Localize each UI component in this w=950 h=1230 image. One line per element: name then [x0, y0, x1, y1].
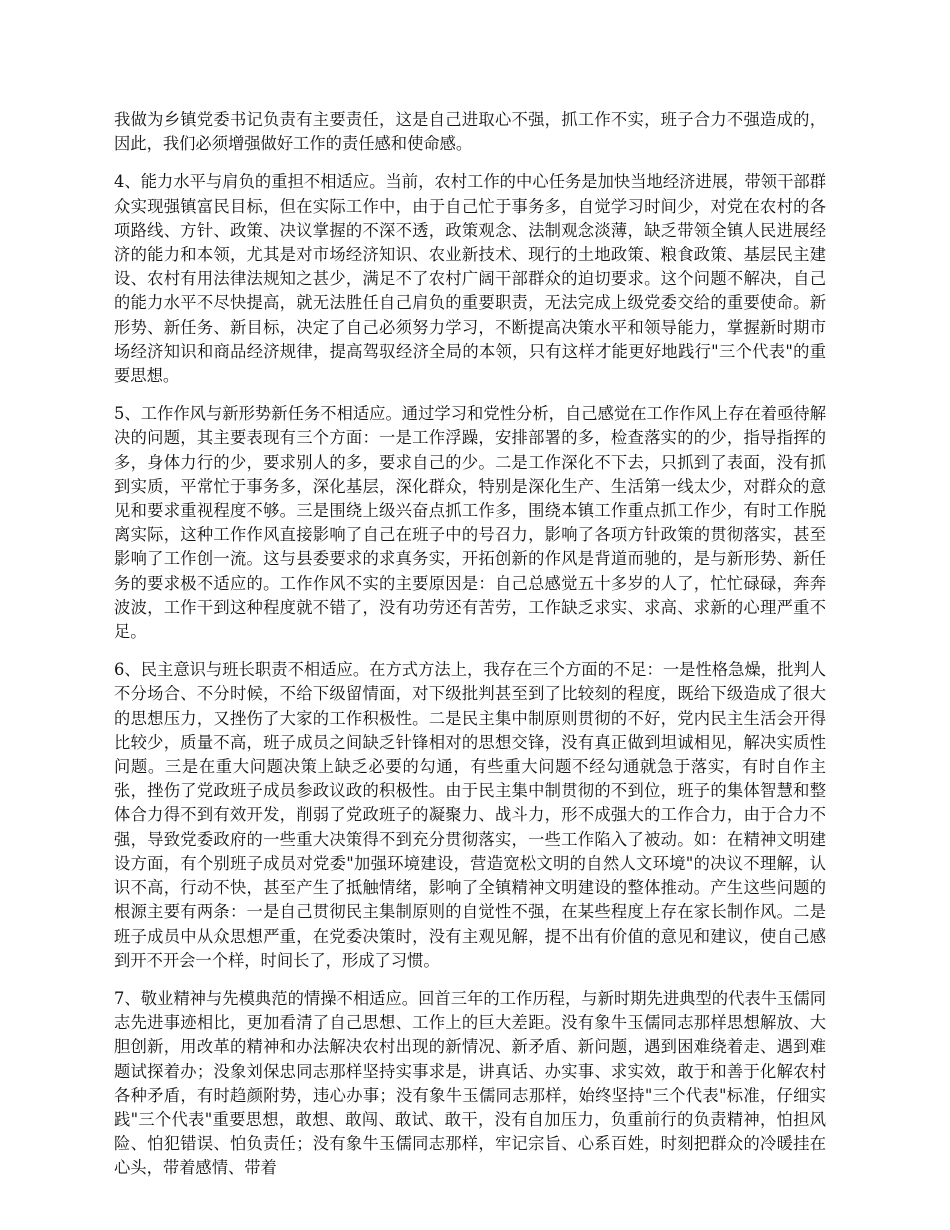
paragraph-4: 6、民主意识与班长职责不相适应。在方式方法上，我存在三个方面的不足：一是性格急燥，批判人不分场合、不分时候，不给下级留情面，对下级批判甚至到了比较刻的程度，既给下级造成了很大的思想压力，又挫伤了大家的工作积极性。二是民主集中制原则贯彻的不好，党内民主生活会开得比较少，质量不高，班子成员之间缺乏针锋相对的思想交锋，没有真正做到坦诚相见，解决实质性问题。三是在重大问题决策上缺乏必要的勾通，有些重大问题不经勾通就急于落实，有时自作主张，挫伤了党政班子成员参政议政的积极性。由于民主集中制贯彻的不到位，班子的集体智慧和整体合力得不到有效开发，削弱了党政班子的凝聚力、战斗力，形不成强大的工作合力，由于合力不强，导致党委政府的一些重大决策得不到充分贯彻落实，一些工作陷入了被动。如：在精神文明建设方面，有个别班子成员对党委"加强环境建设，营造宽松文明的自然人文环境"的决议不理解，认识不高，行动不快，甚至产生了抵触情绪，影响了全镇精神文明建设的整体推动。产生这些问题的根源主要有两条：一是自己贯彻民主集制原则的自觉性不强，在某些程度上存在家长制作风。二是班子成员中从众思想严重，在党委决策时，没有主观见解，提不出有价值的意见和建议，使自己感到开不开会一个样，时间长了，形成了习惯。 [114, 660, 826, 970]
paragraph-5: 7、敬业精神与先模典范的情操不相适应。回首三年的工作历程，与新时期先进典型的代表牛玉儒同志先进事迹相比，更加看清了自己思想、工作上的巨大差距。没有象牛玉儒同志那样思想解放、大胆创新，用改革的精神和办法解决农村出现的新情况、新矛盾、新问题，遇到困难绕着走、遇到难题试探着办；没象刘保忠同志那样坚持实事求是，讲真话、办实事、求实效，敢于和善于化解农村各种矛盾，有时趋颜附势，违心办事；没有象牛玉儒同志那样，始终坚持"三个代表"标准，仔细实践"三个代表"重要思想，敢想、敢闯、敢试、敢干，没有自加压力，负重前行的负责精神，怕担风险、怕犯错误、怕负责任；没有象牛玉儒同志那样，牢记宗旨、心系百姓，时刻把群众的冷暖挂在心头，带着感情、带着 [114, 988, 826, 1178]
paragraph-1: 我做为乡镇党委书记负责有主要责任，这是自己进取心不强，抓工作不实，班子合力不强造成的，因此，我们必须增强做好工作的责任感和使命感。 [114, 110, 826, 154]
paragraph-2: 4、能力水平与肩负的重担不相适应。当前，农村工作的中心任务是加快当地经济进展，带领干部群众实现强镇富民目标，但在实际工作中，由于自己忙于事务多，自觉学习时间少，对党在农村的各项路线、方针、政策、决议掌握的不深不透，政策观念、法制观念淡薄，缺乏带领全镇人民进展经济的能力和本领，尤其是对市场经济知识、农业新技术、现行的土地政策、粮食政策、基层民主建设、农村有用法律法规知之甚少，满足不了农村广阔干部群众的迫切要求。这个问题不解决，自己的能力水平不尽快提高，就无法胜任自己肩负的重要职责，无法完成上级党委交给的重要使命。新形势、新任务、新目标，决定了自己必须努力学习，不断提高决策水平和领导能力，掌握新时期市场经济知识和商品经济规律，提高驾驭经济全局的本领，只有这样才能更好地践行"三个代表"的重要思想。 [114, 172, 826, 386]
paragraph-3: 5、工作作风与新形势新任务不相适应。通过学习和党性分析，自己感觉在工作作风上存在着亟待解决的问题，其主要表现有三个方面：一是工作浮躁，安排部署的多，检查落实的的少，指导指挥的多，身体力行的少，要求别人的多，要求自己的少。二是工作深化不下去，只抓到了表面，没有抓到实质，平常忙于事务多，深化基层，深化群众，特别是深化生产、生活第一线太少，对群众的意见和要求重视程度不够。三是围绕上级兴奋点抓工作多，围绕本镇工作重点抓工作少，有时工作脱离实际，这种工作作风直接影响了自己在班子中的号召力，影响了各项方针政策的贯彻落实，甚至影响了工作创一流。这与县委要求的求真务实，开拓创新的作风是背道而驰的，是与新形势、新任务的要求极不适应的。工作作风不实的主要原因是：自己总感觉五十多岁的人了，忙忙碌碌，奔奔波波，工作干到这种程度就不错了，没有功劳还有苦劳，工作缺乏求实、求高、求新的心理严重不足。 [114, 404, 826, 642]
